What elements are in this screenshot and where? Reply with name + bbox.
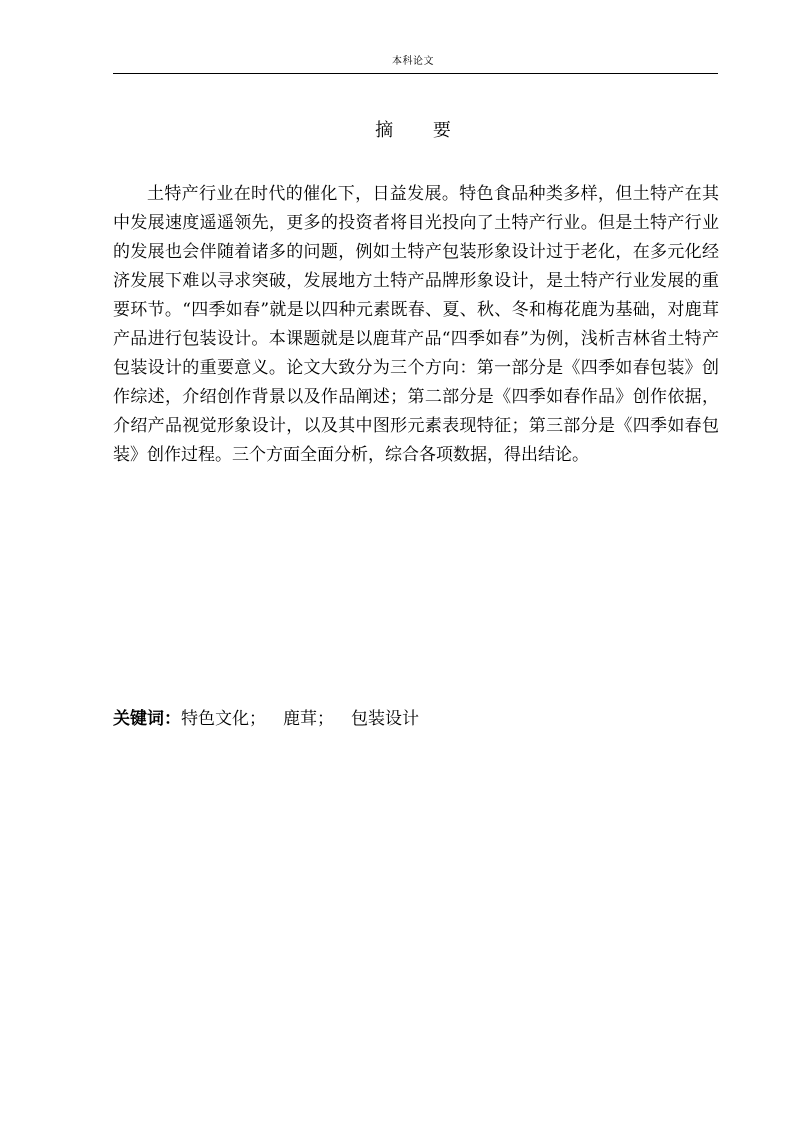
running-header: 本科论文 <box>392 56 434 67</box>
header-divider <box>113 73 718 74</box>
abstract-paragraph: 土特产行业在时代的催化下，日益发展。特色食品种类多样，但土特产在其中发展速度遥遥领先，更多的投资者将目光投向了土特产行业。但是土特产行业的发展也会伴随着诸多的问题，例如土特产包装形象设计过于老化，在多元化经济发展下难以寻求突破，发展地方土特产品牌形象设计，是土特产行业发展的重要环节。“四季如春”就是以四种元素既春、夏、秋、冬和梅花鹿为基础，对鹿茸产品进行包装设计。本课题就是以鹿茸产品“四季如春”为例，浅析吉林省土特产包装设计的重要意义。论文大致分为三个方向：第一部分是《四季如春包装》创作综述，介绍创作背景以及作品阐述；第二部分是《四季如春作品》创作依据，介绍产品视觉形象设计，以及其中图形元素表现特征；第三部分是《四季如春包装》创作过程。三个方面全面分析，综合各项数据，得出结论。 <box>113 184 719 465</box>
keywords-label: 关键词： <box>113 709 181 729</box>
keyword-item: 特色文化； <box>181 709 266 729</box>
keyword-item: 鹿茸； <box>283 709 334 729</box>
keywords-line <box>113 706 719 732</box>
abstract-heading: 摘 要 <box>375 120 451 141</box>
keyword-item: 包装设计 <box>351 709 419 729</box>
